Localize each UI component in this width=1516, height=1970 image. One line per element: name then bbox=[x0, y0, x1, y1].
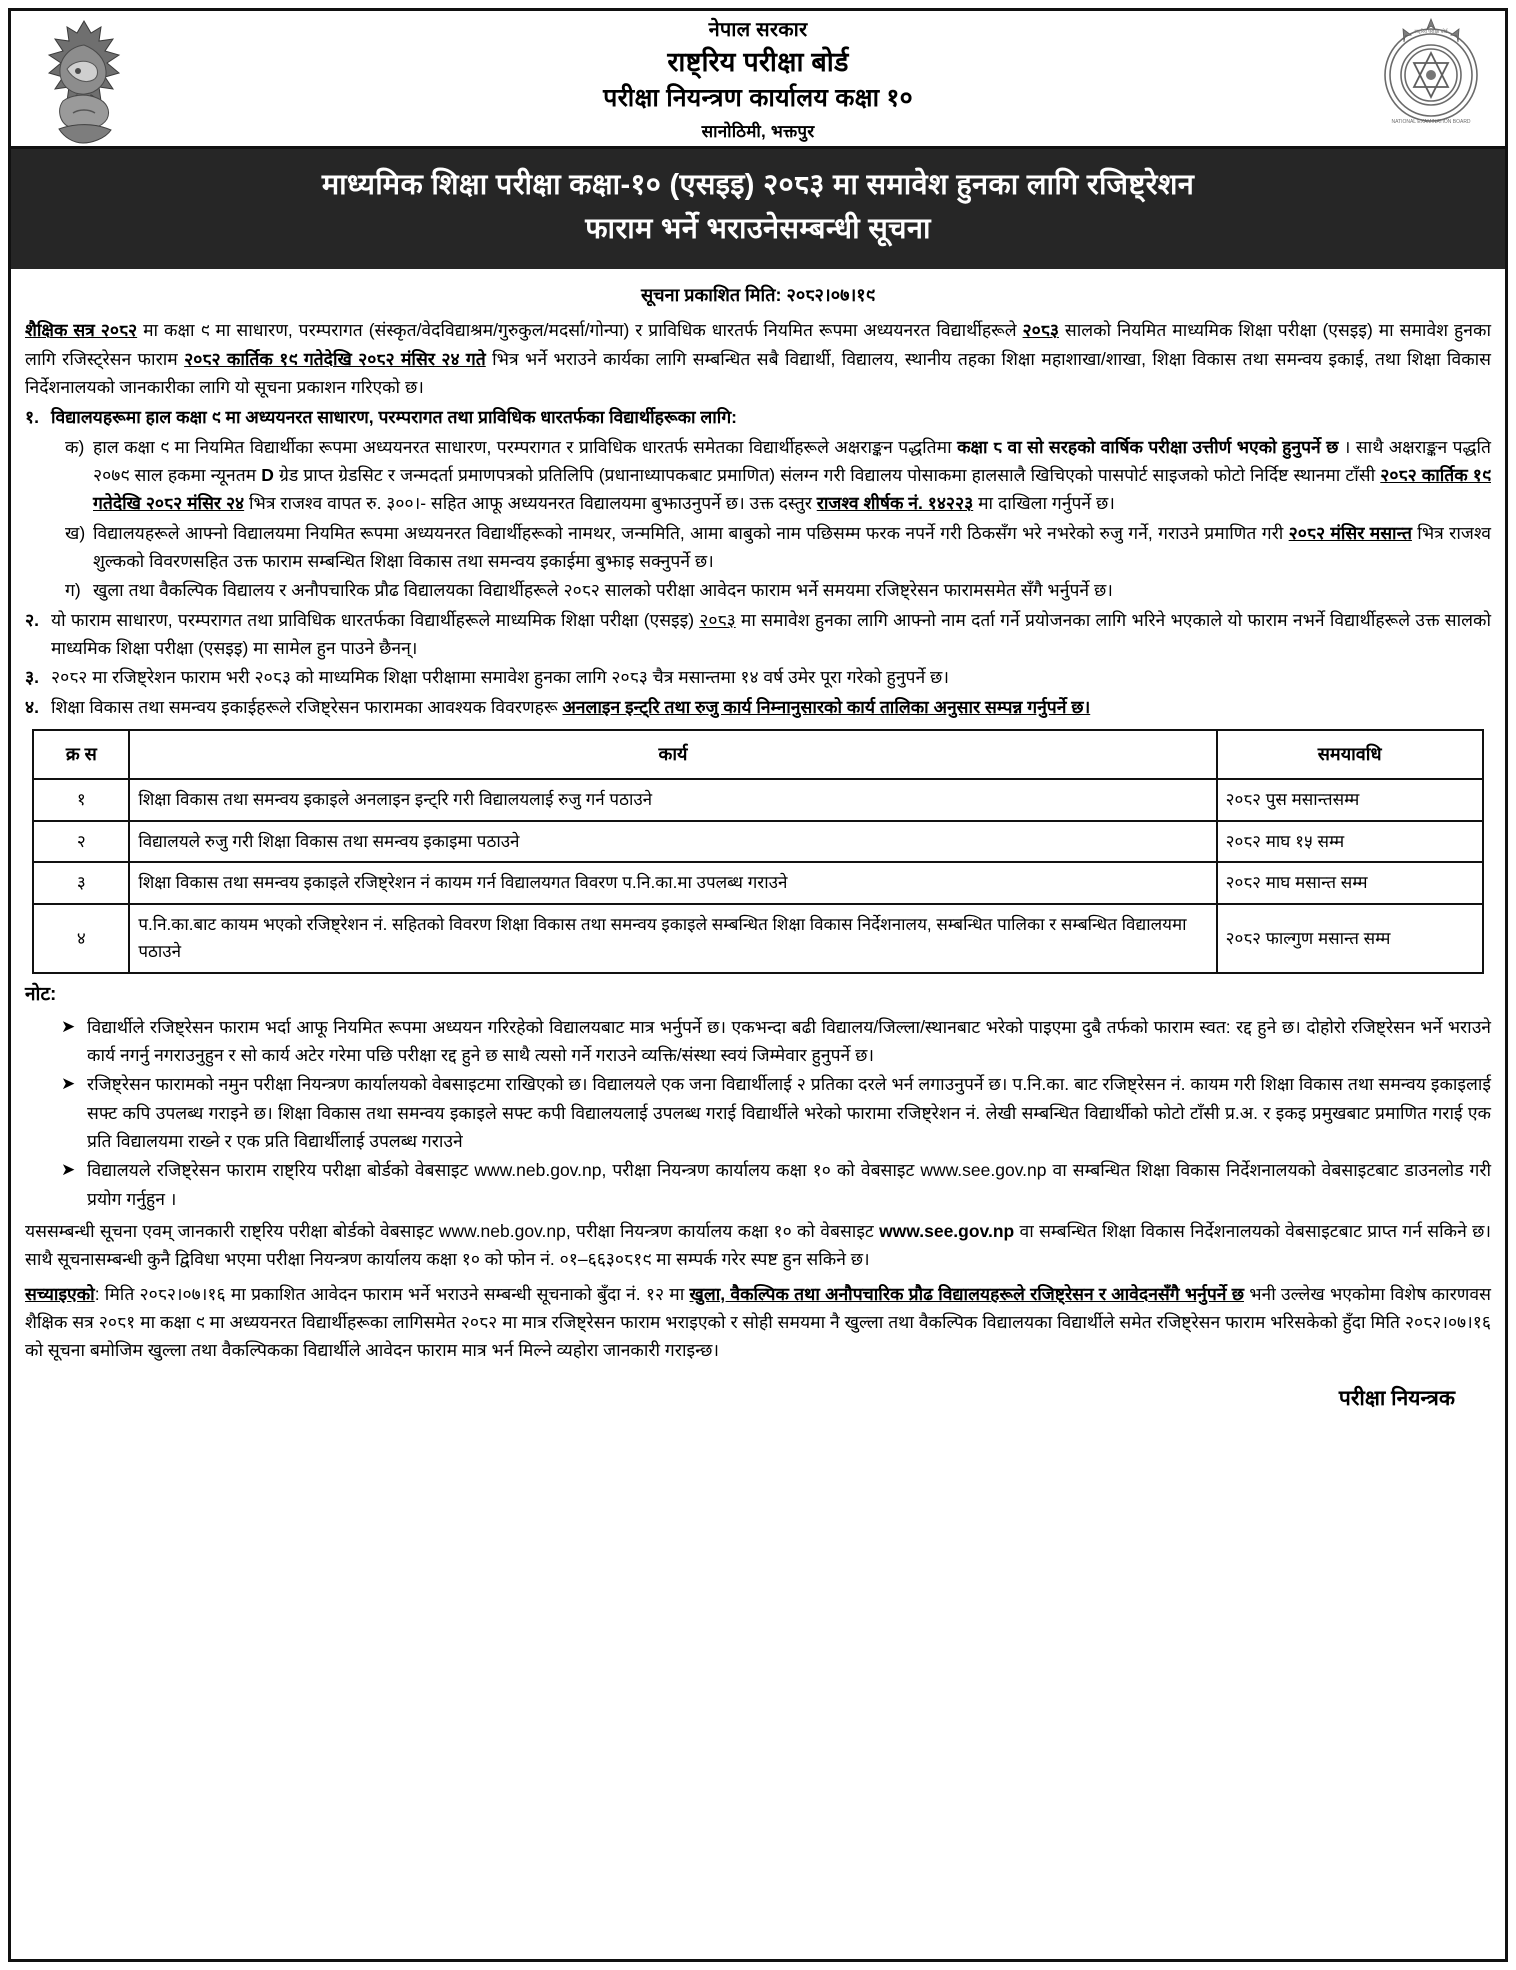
intro-seg-date-range: २०८२ कार्तिक १९ गतेदेखि २०८२ मंसिर २४ गते bbox=[184, 348, 486, 369]
kha-p2: भित्र राजश्व शुल्कको विवरणसहित उक्त फाराम सम्बन्धित शिक्षा विकास तथा समन्वय इकाईमा बुझाइ सक्नुपर्ने छ। bbox=[93, 522, 1492, 572]
section-3-text: २०८२ मा रजिष्ट्रेशन फाराम भरी २०८३ को माध्यमिक शिक्षा परीक्षामा समावेश हुनका लागि २०८३ चैत्र मसान्तमा १४ वर्ष उमेर पूरा गरेको हुनुपर्ने छ। bbox=[51, 667, 949, 688]
s2-p2: मा समावेश हुनका लागि आफ्नो नाम दर्ता गर्ने प्रयोजनका लागि भरिने भएकाले यो फाराम नभर्ने विद्यार्थीहरूले उक्त सालको माध्यमिक शिक्षा परीक्षा (एसइइ) मा सामेल हुन पाउने छैनन्। bbox=[51, 609, 1491, 659]
table-header-action: कार्य bbox=[129, 730, 1216, 779]
s4-b1-online-entry: अनलाइन इन्ट्रि तथा रुजु कार्य निम्नानुसारको कार्य तालिका अनुसार सम्पन्न गर्नुपर्ने छ। bbox=[562, 696, 1091, 717]
ka-p2: । साथै अक्षराङ्कन पद्धति २०७९ साल हकमा न्यूनतम bbox=[93, 436, 1492, 486]
table-row bbox=[33, 821, 1482, 863]
section-2 bbox=[25, 606, 1491, 663]
ka-p4: भित्र राजश्व वापत रु. ३००।- सहित आफू अध्ययनरत विद्यालयमा बुझाउनुपर्ने छ। उक्त दस्तुर bbox=[244, 493, 817, 514]
section-1-item-ga bbox=[25, 576, 1491, 604]
row-2-duration: २०८२ माघ १५ सम्म bbox=[1217, 821, 1483, 863]
masthead-address: सानोठिमी, भक्तपुर bbox=[701, 121, 815, 141]
neb-website-url: www.neb.gov.np bbox=[474, 1160, 602, 1181]
row-2-sn: २ bbox=[33, 821, 129, 863]
table-header-row bbox=[33, 730, 1482, 779]
intro-seg-exam-year: २०८३ bbox=[1022, 320, 1059, 341]
ka-p3: ग्रेड प्राप्त ग्रेडसिट र जन्मदर्ता प्रमाणपत्रको प्रतिलिपि (प्रधानाध्यापकबाट प्रमाणित) संलग्न गरी विद्यालय पोसाकमा हालसालै खिचिएको पासपोर्ट साइजको फोटो निर्दिष्ट स्थानमा टाँसी bbox=[273, 465, 1381, 486]
section-1-number: १. bbox=[25, 407, 39, 428]
table-header-duration: समयावधि bbox=[1217, 730, 1483, 779]
see-website-url: www.see.gov.np bbox=[920, 1160, 1047, 1181]
notice-body bbox=[11, 269, 1505, 1959]
s2-p1: यो फाराम साधारण, परम्परागत तथा प्राविधिक धारतर्फका विद्यार्थीहरूले माध्यमिक शिक्षा परीक्षा (एसइइ) bbox=[51, 609, 700, 630]
cl-p4: मा सम्पर्क गरेर स्पष्ट हुन सकिने छ। bbox=[651, 1249, 870, 1270]
nepal-government-emblem bbox=[29, 17, 139, 145]
correction-label: सच्याइएको bbox=[25, 1283, 95, 1304]
intro-seg-2: मा कक्षा ९ मा साधारण, परम्परागत (संस्कृत/वेदविद्याश्रम/गुरुकुल/मदर्सा/गोन्पा) र प्राविधिक धारतर्फ नियमित रूपमा अध्ययनरत विद्यार्थीहरूले bbox=[137, 320, 1023, 341]
table-row bbox=[33, 904, 1482, 973]
row-3-duration: २०८२ माघ मसान्त सम्म bbox=[1217, 862, 1483, 904]
section-1-item-ka bbox=[25, 433, 1491, 518]
kha-b1-deadline: २०८२ मंसिर मसान्त bbox=[1288, 522, 1412, 543]
table-header-sn: क्र स bbox=[33, 730, 129, 779]
cl-p2: , परीक्षा नियन्त्रण कार्यालय कक्षा १० को वेबसाइट bbox=[565, 1221, 880, 1242]
n3-p3: वा सम्बन्धित शिक्षा विकास निर्देशनालयको वेबसाइटबाट डाउनलोड गरी प्रयोग गर्नुहुन । bbox=[87, 1160, 1492, 1209]
table-row bbox=[33, 779, 1482, 821]
ka-b4-revenue-head: राजश्व शीर्षक नं. १४२२३ bbox=[816, 493, 974, 514]
masthead-board-name: राष्ट्रिय परीक्षा बोर्ड bbox=[667, 46, 849, 77]
arrow-bullet-icon: ➤ bbox=[61, 1016, 76, 1036]
intro-paragraph bbox=[25, 316, 1491, 401]
arrow-bullet-icon: ➤ bbox=[61, 1074, 76, 1094]
n3-p1: विद्यालयले रजिष्ट्रेसन फाराम राष्ट्रिय परीक्षा बोर्डको वेबसाइट bbox=[87, 1160, 475, 1181]
note-item-1 bbox=[25, 1013, 1491, 1070]
section-1-item-ga-marker: ग) bbox=[65, 580, 81, 601]
work-schedule-table bbox=[32, 729, 1483, 974]
section-4-text bbox=[51, 693, 1491, 721]
row-1-action: शिक्षा विकास तथा समन्वय इकाइले अनलाइन इन्ट्रि गरी विद्यालयलाई रुजु गर्न पठाउने bbox=[129, 779, 1216, 821]
cl-p1: यससम्बन्धी सूचना एवम् जानकारी राष्ट्रिय परीक्षा बोर्डको वेबसाइट bbox=[25, 1221, 439, 1242]
ka-b3-date-range: २०८२ कार्तिक १९ गतेदेखि २०८२ मंसिर २४ bbox=[93, 465, 1491, 514]
table-row bbox=[33, 862, 1482, 904]
correction-paragraph bbox=[25, 1280, 1491, 1365]
intro-seg-academic-session: शैक्षिक सत्र २०८२ bbox=[25, 320, 138, 341]
n3-p2: , परीक्षा नियन्त्रण कार्यालय कक्षा १० को वेबसाइट bbox=[601, 1160, 921, 1181]
row-3-action: शिक्षा विकास तथा समन्वय इकाइले रजिष्ट्रेशन नं कायम गर्न विद्यालयगत विवरण प.नि.का.मा उपलब्ध गराउने bbox=[129, 862, 1216, 904]
note-item-3-text bbox=[87, 1156, 1491, 1213]
row-1-duration: २०८२ पुस मसान्तसम्म bbox=[1217, 779, 1483, 821]
section-4 bbox=[25, 693, 1491, 721]
note-item-2 bbox=[25, 1070, 1491, 1155]
note-label: नोट: bbox=[25, 983, 57, 1005]
closing-see-url: www.see.gov.np bbox=[879, 1221, 1015, 1242]
masthead-text-block bbox=[161, 15, 1355, 142]
section-1 bbox=[25, 403, 1491, 431]
ka-p5: मा दाखिला गर्नुपर्ने छ। bbox=[973, 493, 1115, 514]
section-1-item-ga-text: खुला तथा वैकल्पिक विद्यालय र अनौपचारिक प्रौढ विद्यालयका विद्यार्थीहरूले २०८२ सालको परीक्षा आवेदन फाराम भर्ने समयमा रजिष्ट्रेसन फारामसमेत सँगै भर्नुपर्ने छ। bbox=[93, 580, 1113, 601]
row-1-sn: १ bbox=[33, 779, 129, 821]
section-1-item-ka-text bbox=[93, 433, 1491, 518]
svg-text:राष्ट्रिय परीक्षा बोर्ड: राष्ट्रिय परीक्षा बोर्ड bbox=[1414, 29, 1448, 35]
closing-neb-url: www.neb.gov.np bbox=[438, 1221, 566, 1242]
signature-designation: परीक्षा नियन्त्रक bbox=[1338, 1387, 1455, 1411]
corr-p2: भनी उल्लेख भएकोमा विशेष कारणवस शैक्षिक सत्र २०८१ मा कक्षा ९ मा अध्ययनरत विद्यार्थीहरूका लागिसमेत २०८२ मा मात्र रजिष्ट्रेसन फाराम भराइएको र सोही समयमा नै खुल्ला तथा वैकल्पिक विद्यालयका विद्यार्थीले समेत रजिष्ट्रेसन फाराम भरिसकेको हुँदा मिति २०८२।०७।१६ को सूचना बमोजिम खुल्ला तथा वैकल्पिकका विद्यार्थीले आवेदन फाराम मात्र भर्न मिल्ने व्यहोरा जानकारी गराइन्छ। bbox=[25, 1283, 1491, 1361]
arrow-bullet-icon: ➤ bbox=[61, 1160, 76, 1180]
section-2-text bbox=[51, 606, 1491, 663]
notice-title-line-2: फाराम भर्ने भराउनेसम्बन्धी सूचना bbox=[585, 213, 931, 246]
masthead-government: नेपाल सरकार bbox=[708, 19, 808, 41]
row-2-action: विद्यालयले रुजु गरी शिक्षा विकास तथा समन्वय इकाइमा पठाउने bbox=[129, 821, 1216, 863]
contact-phone-number: ०१–६६३०८१९ bbox=[559, 1249, 652, 1270]
intro-seg-4: सालको नियमित माध्यमिक शिक्षा परीक्षा (एसइइ) मा समावेश हुनका लागि रजिस्ट्रेसन फाराम bbox=[25, 320, 1491, 369]
ka-b2-grade: D bbox=[261, 465, 274, 486]
note-item-1-text: विद्यार्थीले रजिष्ट्रेसन फाराम भर्दा आफू नियमित रूपमा अध्ययन गरिरहेको विद्यालयबाट मात्र भर्नुपर्ने छ। एकभन्दा बढी विद्यालय/जिल्ला/स्थानबाट भरेको पाइएमा दुबै तर्फको फाराम स्वत: रद्द हुने छ। दोहोरो रजिष्ट्रेसन भर्ने भराउने कार्य नगर्नु नगराउनुहुन र सो कार्य अटेर गरेमा पछि परीक्षा रद्द हुने छ साथै त्यसो गर्ने गराउने व्यक्ति/संस्था स्वयं जिम्मेवार हुनुपर्ने छ। bbox=[87, 1016, 1491, 1066]
section-1-heading: विद्यालयहरूमा हाल कक्षा ९ मा अध्ययनरत साधारण, परम्परागत तथा प्राविधिक धारतर्फका विद्यार्थीहरूका लागि: bbox=[51, 407, 738, 428]
corr-p1: : मिति २०८२।०७।१६ मा प्रकाशित आवेदन फाराम भर्ने भराउने सम्बन्धी सूचनाको बुँदा नं. १२ मा bbox=[94, 1283, 690, 1304]
section-2-number: २. bbox=[25, 609, 39, 630]
note-item-2-text: रजिष्ट्रेसन फारामको नमुन परीक्षा नियन्त्रण कार्यालयको वेबसाइटमा राखिएको छ। विद्यालयले एक जना विद्यार्थीलाई २ प्रतिका दरले भर्न लगाउनुपर्ने छ। प.नि.का. बाट रजिष्ट्रेसन नं. कायम गरी शिक्षा विकास तथा समन्वय इकाइलाई सफ्ट कपि उपलब्ध गराइने छ। शिक्षा विकास तथा समन्वय इकाइले सफ्ट कपी विद्यालयलाई उपलब्ध गराई विद्यार्थीले भरेको फारामा रजिष्ट्रेशन नं. लेखी सम्बन्धित विद्यार्थीको फोटो टाँसी प्र.अ. र इकइ प्रमुखबाट प्रमाणित गराई एक प्रति विद्यालयमा राख्ने र एक प्रति विद्यार्थीलाई उपलब्ध गराउने bbox=[87, 1074, 1491, 1152]
ka-p1: हाल कक्षा ९ मा नियमित विद्यार्थीका रूपमा अध्ययनरत साधारण, परम्परागत र प्राविधिक धारतर्फ समेतका विद्यार्थीहरूले अक्षराङ्कन पद्धतिमा bbox=[93, 436, 958, 457]
row-4-duration: २०८२ फाल्गुण मसान्त सम्म bbox=[1217, 904, 1483, 973]
notice-title-line-1: माध्यमिक शिक्षा परीक्षा कक्षा-१० (एसइइ) २०८३ मा समावेश हुनका लागि रजिष्ट्रेशन bbox=[321, 169, 1195, 201]
section-1-item-kha bbox=[25, 519, 1491, 576]
ka-b1-class8-pass: कक्षा ८ वा सो सरहको वार्षिक परीक्षा उत्तीर्ण भएको हुनुपर्ने छ bbox=[957, 436, 1339, 457]
closing-paragraph bbox=[25, 1217, 1491, 1274]
section-1-item-kha-marker: ख) bbox=[65, 522, 86, 543]
document-border-frame bbox=[8, 8, 1508, 1962]
notice-title-band bbox=[11, 149, 1505, 269]
note-item-3 bbox=[25, 1156, 1491, 1213]
corr-b1-quoted-clause: खुला, वैकल्पिक तथा अनौपचारिक प्रौढ विद्यालयहरूले रजिष्ट्रेसन र आवेदनसँगै भर्नुपर्ने छ bbox=[689, 1283, 1245, 1304]
masthead-office-name: परीक्षा नियन्त्रण कार्यालय कक्षा १० bbox=[603, 84, 913, 113]
section-4-number: ४. bbox=[25, 696, 39, 717]
row-3-sn: ३ bbox=[33, 862, 129, 904]
section-1-item-kha-text bbox=[93, 519, 1491, 576]
svg-text:NATIONAL EXAMINATION BOARD: NATIONAL EXAMINATION BOARD bbox=[1391, 119, 1471, 125]
row-4-action: प.नि.का.बाट कायम भएको रजिष्ट्रेशन नं. सहितको विवरण शिक्षा विकास तथा समन्वय इकाइले सम्बन्धित शिक्षा विकास निर्देशनालय, सम्बन्धित पालिका र सम्बन्धित विद्यालयमा पठाउने bbox=[129, 904, 1216, 973]
national-examination-board-seal bbox=[1379, 17, 1483, 129]
section-1-item-ka-marker: क) bbox=[65, 436, 85, 457]
section-3 bbox=[25, 663, 1491, 691]
s4-p1: शिक्षा विकास तथा समन्वय इकाईहरूले रजिष्ट्रेसन फारामका आवश्यक विवरणहरू bbox=[51, 696, 563, 717]
cl-p3: वा सम्बन्धित शिक्षा विकास निर्देशनालयको वेबसाइटबाट प्राप्त गर्न सकिने छ। साथै सूचनासम्बन्धी कुनै द्विविधा भएमा परीक्षा नियन्त्रण कार्यालय कक्षा १० को फोन नं. bbox=[25, 1221, 1491, 1270]
row-4-sn: ४ bbox=[33, 904, 129, 973]
section-3-number: ३. bbox=[25, 667, 39, 688]
published-date: सूचना प्रकाशित मिति: २०८२।०७।१९ bbox=[640, 285, 875, 306]
intro-seg-6: भित्र भर्ने भराउने कार्यका लागि सम्बन्धित सबै विद्यार्थी, विद्यालय, स्थानीय तहका शिक्षा महाशाखा/शाखा, शिक्षा विकास तथा समन्वय इकाई, तथा शिक्षा विकास निर्देशनालयको जानकारीका लागि यो सूचना प्रकाशन गरिएको छ। bbox=[25, 348, 1491, 397]
masthead bbox=[11, 11, 1505, 149]
s2-u1-year: २०८३ bbox=[699, 609, 736, 630]
kha-p1: विद्यालयहरूले आफ्नो विद्यालयमा नियमित रूपमा अध्ययनरत विद्यार्थीहरूको नामथर, जन्ममिति, आमा बाबुको नाम पछिसम्म फरक नपर्ने गरी ठिकसँग भरे नभरेको रुजु गर्ने, गराउने प्रमाणित गरी bbox=[93, 522, 1289, 543]
